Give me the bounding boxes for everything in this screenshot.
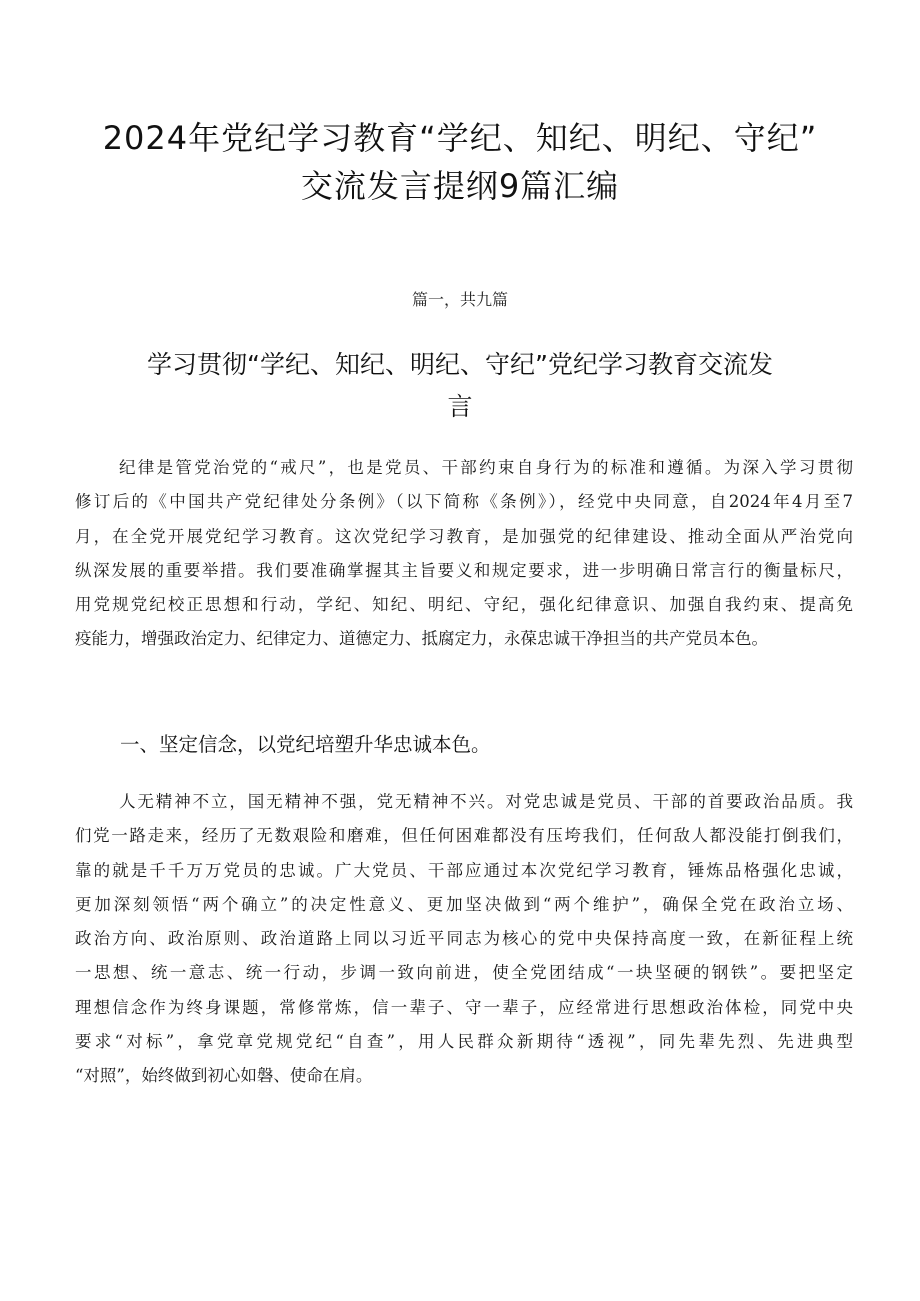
document-title-line-1: 2024年党纪学习教育“学纪、知纪、明纪、守纪”: [102, 119, 818, 157]
paragraph-intro: [75, 451, 853, 657]
paragraph-line: 理想信念作为终身课题，常修常炼，信一辈子、守一辈子，应经常进行思想政治体检，同党中央: [75, 997, 853, 1017]
paragraph-line: 修订后的《中国共产党纪律处分条例》（以下简称《条例》），经党中央同意，自2024年4月至7: [75, 492, 853, 512]
speech-title-line-1: 学习贯彻“学纪、知纪、明纪、守纪”党纪学习教育交流发: [147, 350, 773, 379]
document-title-line-2: 交流发言提纲9篇汇编: [300, 167, 620, 205]
paragraph-line: 要求“对标”，拿党章党规党纪“自查”，用人民群众新期待“透视”，同先辈先烈、先进典型: [75, 1032, 853, 1052]
paragraph-line: 们党一路走来，经历了无数艰险和磨难，但任何困难都没有压垮我们，任何敌人都没能打倒我们，: [75, 826, 853, 846]
paragraph-line: 月，在全党开展党纪学习教育。这次党纪学习教育，是加强党的纪律建设、推动全面从严治党向: [75, 526, 853, 546]
paragraph-line: 靠的就是千千万万党员的忠诚。广大党员、干部应通过本次党纪学习教育，锤炼品格强化忠诚，: [75, 860, 853, 880]
paragraph-line: 一思想、统一意志、统一行动，步调一致向前进，使全党团结成“一块坚硬的钢铁”。要把坚定: [75, 963, 853, 983]
speech-title-line-2: 言: [447, 392, 473, 421]
paragraph-line: 更加深刻领悟“两个确立”的决定性意义、更加坚决做到“两个维护”，确保全党在政治立场、: [75, 894, 853, 914]
section-label: 篇一，共九篇: [411, 290, 508, 309]
paragraph-line: 人无精神不立，国无精神不强，党无精神不兴。对党忠诚是党员、干部的首要政治品质。我: [119, 792, 853, 811]
paragraph-line: 纪律是管党治党的“戒尺”，也是党员、干部约束自身行为的标准和遵循。为深入学习贯彻: [119, 458, 853, 477]
paragraph-section-1: [75, 785, 853, 1094]
paragraph-line: 政治方向、政治原则、政治道路上同以习近平同志为核心的党中央保持高度一致，在新征程上统: [75, 929, 853, 949]
paragraph-line: “对照”，始终做到初心如磐、使命在肩。: [75, 1066, 373, 1086]
paragraph-line: 疫能力，增强政治定力、纪律定力、道德定力、抵腐定力，永葆忠诚干净担当的共产党员本色。: [75, 629, 768, 649]
paragraph-line: 纵深发展的重要举措。我们要准确掌握其主旨要义和规定要求，进一步明确日常言行的衡量标尺，: [75, 560, 853, 580]
paragraph-line: 用党规党纪校正思想和行动，学纪、知纪、明纪、守纪，强化纪律意识、加强自我约束、提高免: [75, 595, 853, 615]
section-heading-1: 一、坚定信念，以党纪培塑升华忠诚本色。: [120, 733, 491, 756]
